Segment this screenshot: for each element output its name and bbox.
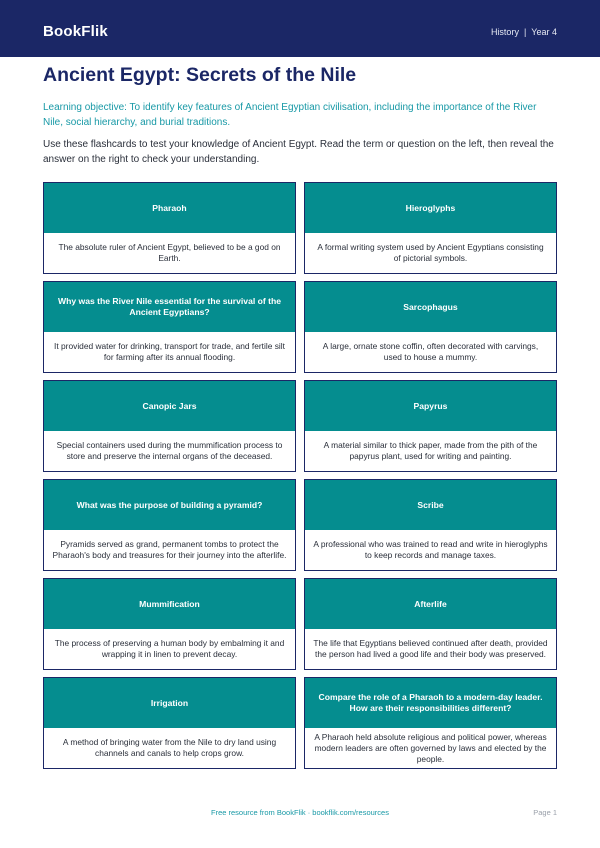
flashcard-term: Irrigation: [44, 678, 295, 728]
flashcard-term: Sarcophagus: [305, 282, 556, 332]
flashcard[interactable]: [304, 479, 557, 571]
flashcard-answer: A formal writing system used by Ancient Egyptians consisting of pictorial symbols.: [317, 242, 544, 263]
flashcard-term: Compare the role of a Pharaoh to a modern-day leader. How are their responsibilities different?: [305, 678, 556, 728]
learning-objective: Learning objective: To identify key features of Ancient Egyptian civilisation, including the importance of the River Nile, social hierarchy, and burial traditions.: [43, 102, 537, 128]
subject-label: History: [490, 27, 519, 37]
flashcard-term: Canopic Jars: [44, 381, 295, 431]
flashcard[interactable]: [304, 380, 557, 472]
flashcard[interactable]: [304, 281, 557, 373]
page-number: Page 1: [533, 808, 557, 817]
flashcard[interactable]: [304, 578, 557, 670]
flashcard-term: Why was the River Nile essential for the survival of the Ancient Egyptians?: [44, 282, 295, 332]
flashcard[interactable]: [43, 182, 296, 274]
flashcard-answer: It provided water for drinking, transport for trade, and fertile silt for farming after its annual flooding.: [54, 341, 285, 362]
flashcard-term: Afterlife: [305, 579, 556, 629]
flashcard[interactable]: [304, 182, 557, 274]
flashcard[interactable]: [304, 677, 557, 769]
flashcard-answer: A material similar to thick paper, made from the pith of the papyrus plant, used for writing and painting.: [323, 440, 538, 461]
flashcard-term: What was the purpose of building a pyramid?: [44, 480, 295, 530]
flashcard-answer: Pyramids served as grand, permanent tombs to protect the Pharaoh's body and treasures for their journey into the afterlife.: [52, 539, 287, 560]
flashcard-term: Scribe: [305, 480, 556, 530]
year-label: Year 4: [531, 27, 557, 37]
flashcard-term: Papyrus: [305, 381, 556, 431]
intro-text: Use these flashcards to test your knowledge of Ancient Egypt. Read the term or question on the left, then reveal the answer on the right to check your understanding.: [43, 139, 554, 165]
flashcard[interactable]: [43, 677, 296, 769]
flashcard-term: Hieroglyphs: [305, 183, 556, 233]
flashcard-answer: A method of bringing water from the Nile to dry land using channels and canals to help crops grow.: [62, 737, 277, 758]
brand-logo[interactable]: BookFlik: [43, 23, 108, 40]
flashcard[interactable]: [43, 479, 296, 571]
flashcard[interactable]: [43, 281, 296, 373]
header-meta: [491, 27, 557, 37]
flashcard-term: Mummification: [44, 579, 295, 629]
flashcard[interactable]: [43, 380, 296, 472]
flashcard-answer: Special containers used during the mummification process to store and preserve the internal organs of the deceased.: [56, 440, 283, 461]
flashcard-answer: The absolute ruler of Ancient Egypt, believed to be a god on Earth.: [58, 242, 281, 263]
page-title: Ancient Egypt: Secrets of the Nile: [43, 64, 357, 86]
flashcard-answer: The life that Egyptians believed continued after death, provided the person had lived a good life and their body was preserved.: [313, 638, 548, 659]
flashcard-answer: A large, ornate stone coffin, often decorated with carvings, used to house a mummy.: [322, 341, 539, 362]
flashcard-answer: A Pharaoh held absolute religious and political power, whereas modern leaders are often governed by laws and elected by the people.: [314, 731, 547, 764]
flashcard-grid: [43, 182, 557, 769]
flashcard-answer: The process of preserving a human body by embalming it and wrapping it in linen to prevent decay.: [54, 638, 285, 659]
header-bar: [0, 0, 600, 57]
flashcard[interactable]: [43, 578, 296, 670]
flashcard-answer: A professional who was trained to read and write in hieroglyphs to keep records and manage taxes.: [313, 539, 548, 560]
footer-link[interactable]: Free resource from BookFlik · bookflik.com/resources: [211, 808, 389, 817]
flashcard-term: Pharaoh: [44, 183, 295, 233]
meta-separator: |: [523, 27, 527, 37]
